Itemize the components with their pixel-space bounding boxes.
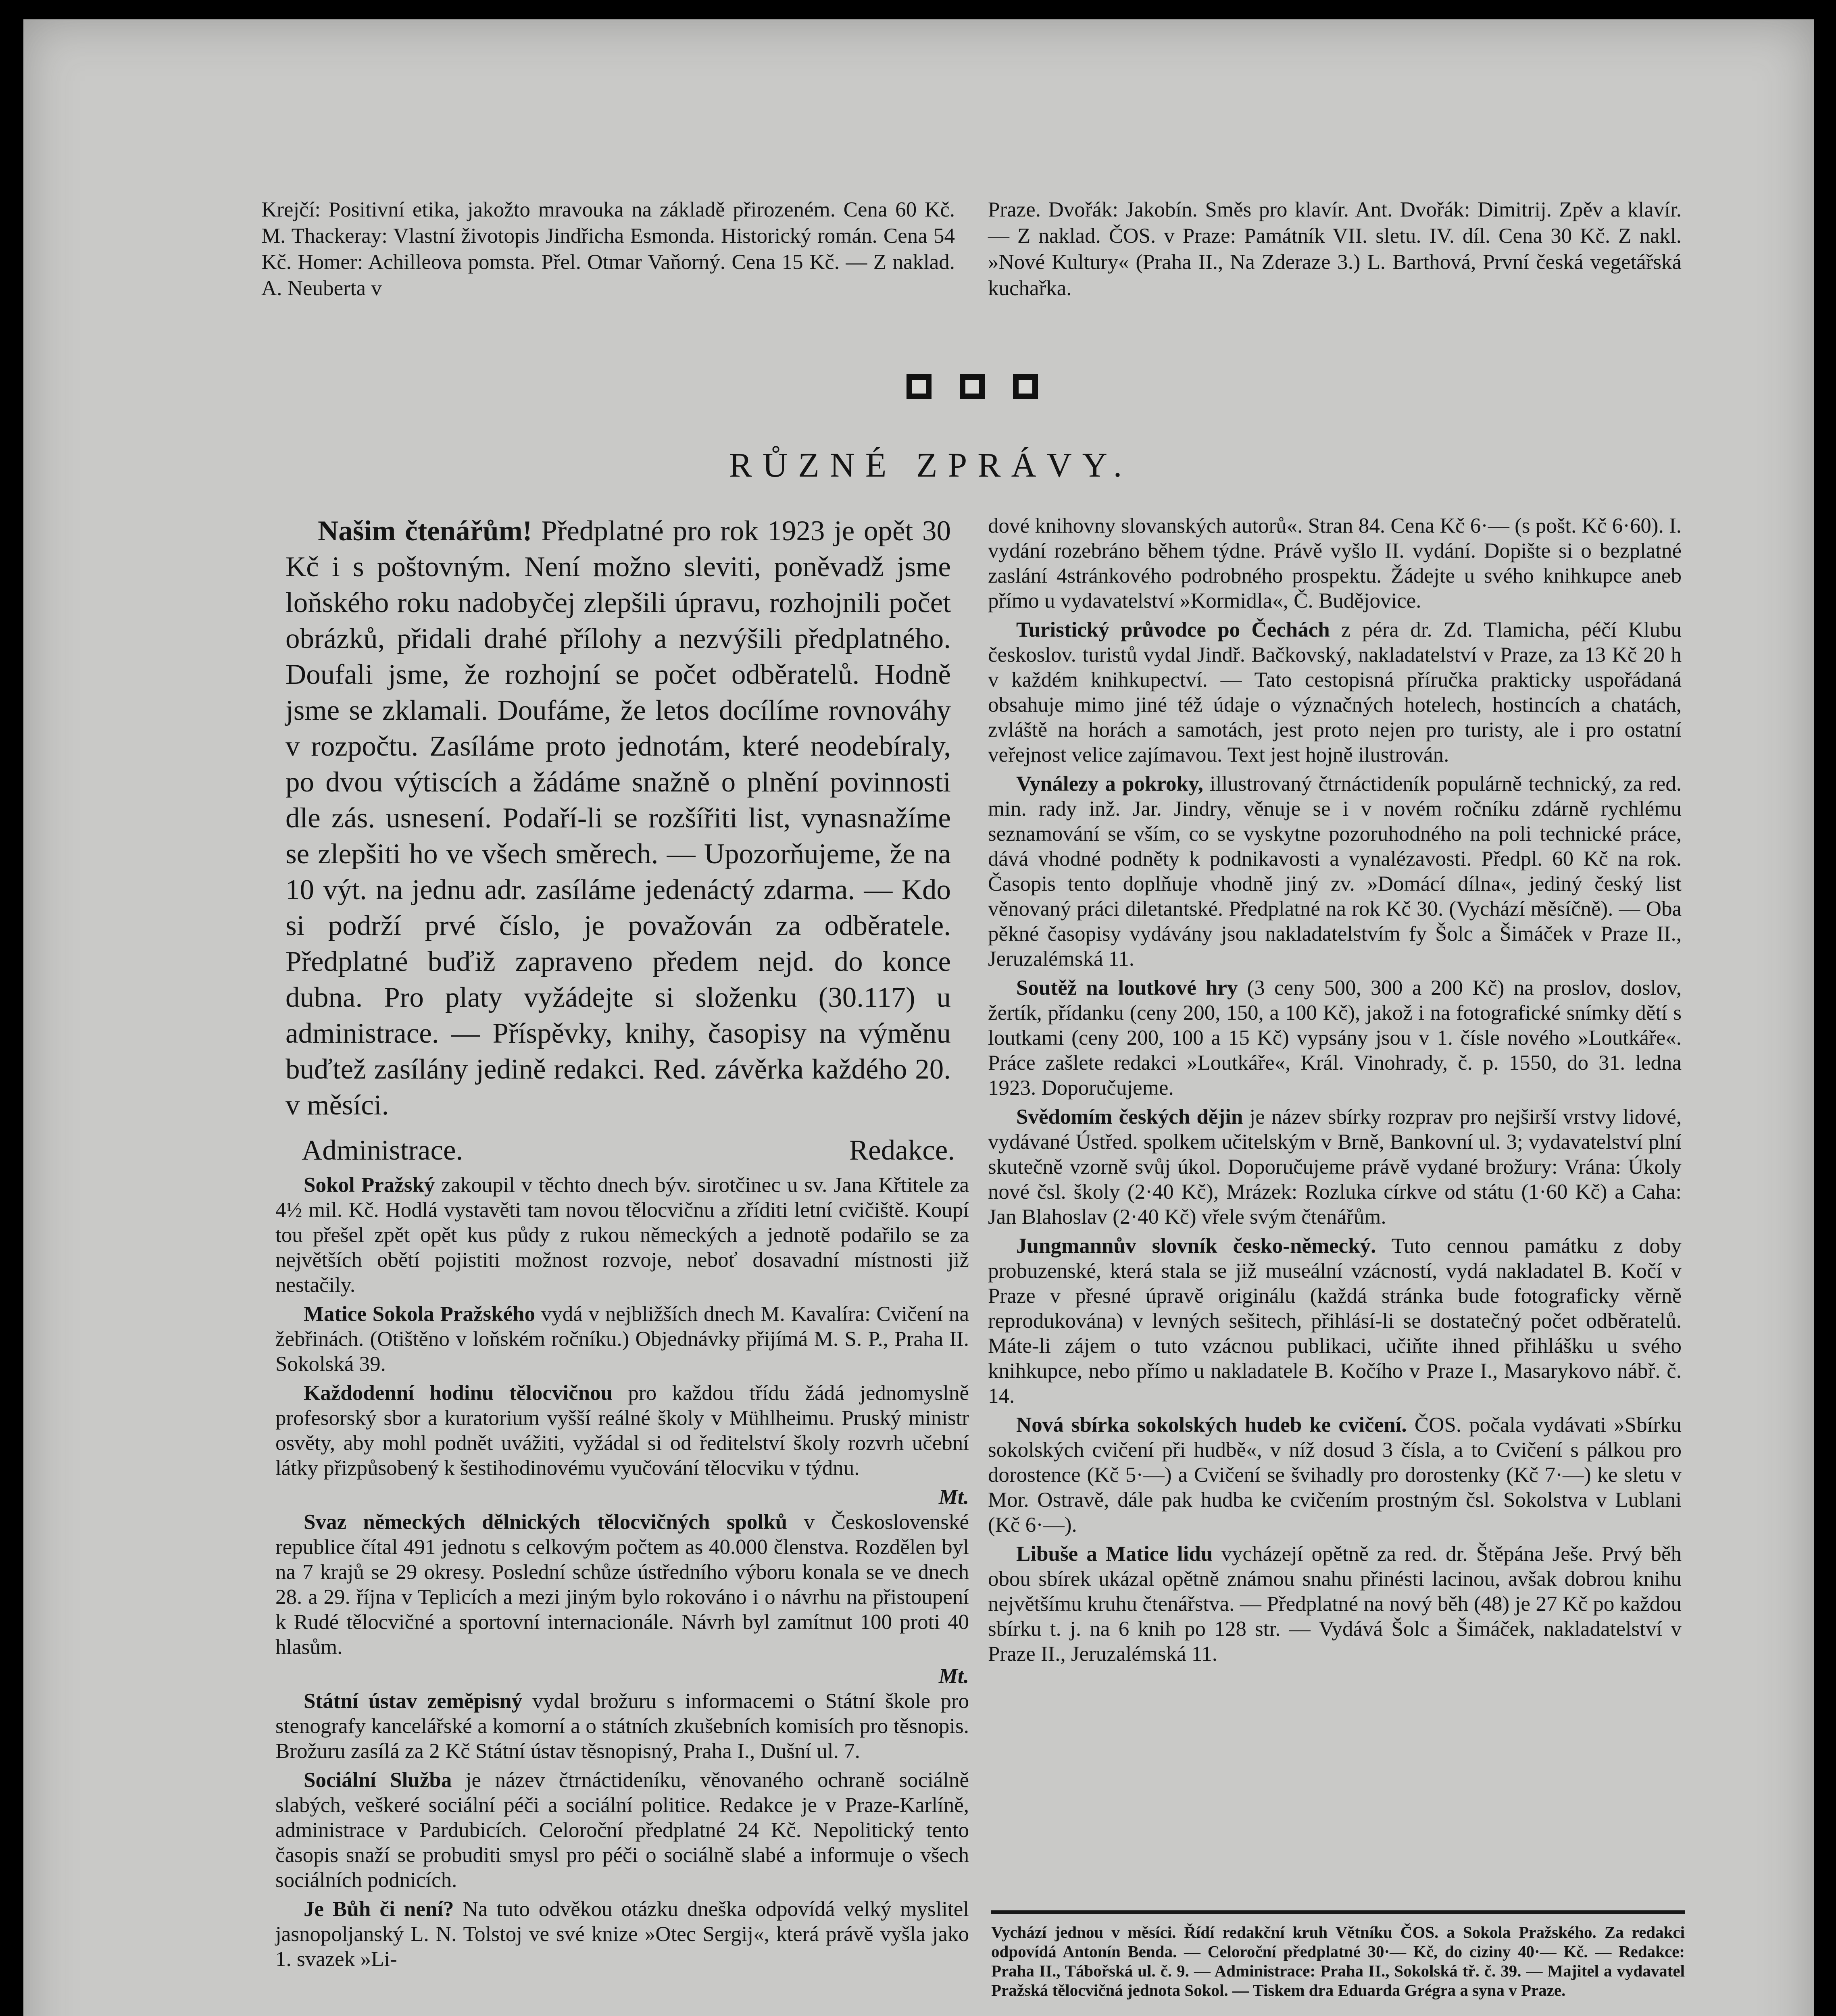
ornament-square-icon xyxy=(960,374,985,399)
news-item-continuation xyxy=(988,513,1682,613)
news-item-title: Svědomím českých dějin xyxy=(1016,1105,1243,1129)
ornament-square-icon xyxy=(907,374,932,399)
news-item-title: Sociální Služba xyxy=(304,1768,452,1792)
news-item xyxy=(275,1302,969,1377)
news-item-text: v Československé republice čítal 491 jednotu s celkovým počtem as 40.000 členstva. Rozdělen byl na 7 krajů se 29 okresy. Poslední schůze ústředního výboru konala se ve dnech 28. a 29. října v Teplicích a mezi jiným bylo rokováno i o návrhu na přistoupení k Rudé tělocvičné a sportovní internacionále. Návrh byl zamítnut 100 proti 40 hlasům. xyxy=(275,1510,969,1659)
news-item-title: Libuše a Matice lidu xyxy=(1016,1542,1213,1566)
news-item-text: vycházejí opětně za red. dr. Štěpána Ješe. Prvý běh obou sbírek ukázal opětně známou snahu přinésti lacinou, avšak dobrou knihu největšímu kruhu čtenářstva. — Předplatné na nový běh (48) je 27 Kč po každou sbírku t. j. na 6 knih po 128 str. — Vydává Šolc a Šimáček, nakladatelství v Praze II., Jeruzalémská 11. xyxy=(988,1542,1682,1666)
notice-signatures xyxy=(302,1134,955,1167)
news-item xyxy=(988,1104,1682,1229)
news-item xyxy=(988,771,1682,971)
news-item xyxy=(988,1412,1682,1537)
news-item-signature: Mt. xyxy=(938,1664,969,1688)
news-item-title: Turistický průvodce po Čechách xyxy=(1016,618,1330,641)
news-item xyxy=(988,1541,1682,1666)
news-item-text: vydá v nejbližších dnech M. Kavalíra: Cvičení na žebřinách. (Otištěno v loňském ročníku.) Objednávky přijímá M. S. P., Praha II. Sokolská 39. xyxy=(275,1302,969,1376)
notice-heading: Našim čtenářům! xyxy=(318,515,532,547)
page xyxy=(23,19,1814,2016)
notice-text: Předplatné pro rok 1923 je opět 30 Kč i s poštovným. Není možno sleviti, poněvadž jsme loňského roku nadobyčej zlepšili úpravu, rozhojnili počet obrázků, přidali drahé přílohy a nezvýšili předplatného. Doufali jsme, že rozhojní se počet odběratelů. Hodně jsme se zklamali. Doufáme, že letos docílíme rovnováhy v rozpočtu. Zasíláme proto jednotám, které neodebíraly, po dvou výtiscích a žádáme snažně o plnění povinnosti dle zás. usnesení. Podaří-li se rozšířiti list, vynasnažíme se zlepšiti ho ve všech směrech. — Upozorňujeme, že na 10 výt. na jednu adr. zasíláme jedenáctý zdarma. — Kdo si podrží prvé číslo, je považován za odběratele. Předplatné buďiž zapraveno předem nejd. do konce dubna. Pro platy vyžádejte si složenku (30.117) u administrace. — Příspěvky, knihy, časopisy na výměnu buďtež zasílány jedině redakci. Red. závěrka každého 20. v měsíci. xyxy=(286,515,951,1121)
news-item-text: je název čtrnáctideníku, věnovaného ochraně sociálně slabých, veškeré sociální péči a sociální politice. Redakce je v Praze-Karlíně, administrace v Pardubicích. Celoroční předplatné 24 Kč. Nepolitický tento časopis snaží se probuditi smysl pro péči o sociálně slabé a informuje o všech sociálních podnicích. xyxy=(275,1768,969,1892)
news-item xyxy=(275,1510,969,1660)
news-item xyxy=(275,1897,969,1972)
news-item xyxy=(275,1689,969,1764)
news-item-text: illustrovaný čtrnáctideník populárně technický, za red. min. rady inž. Jar. Jindry, věnuje se i v novém ročníku zdárně rychlému seznamování se vším, co se vyskytne pozoruhodného na poli technické práce, dává vhodné podněty k podnikavosti a vynalézavosti. Předpl. 60 Kč na rok. Časopis tento doplňuje vhodně jiný zv. »Domácí dílna«, jediný český list věnovaný práci diletantské. Předplatné na rok Kč 30. (Vychází měsíčně). — Oba pěkné časopisy vydávány jsou nakladatelstvím fy Šolc a Šimáček v Praze II., Jeruzalémská 11. xyxy=(988,772,1682,971)
ornament-square-icon xyxy=(1013,374,1038,399)
book-list-left: Krejčí: Positivní etika, jakožto mravouka na základě přirozeném. Cena 60 Kč. M. Thackeray: Vlastní životopis Jindřicha Esmonda. Historický román. Cena 54 Kč. Homer: Achilleova pomsta. Přel. Otmar Vaňorný. Cena 15 Kč. — Z naklad. A. Neuberta v xyxy=(261,198,955,300)
news-item xyxy=(988,975,1682,1100)
top-right-column xyxy=(988,197,1682,306)
book-list-right: Praze. Dvořák: Jakobín. Směs pro klavír. Ant. Dvořák: Dimitrij. Zpěv a klavír. — Z naklad. ČOS. v Praze: Památník VII. sletu. IV. díl. Cena 30 Kč. Z nakl. »Nové Kultury« (Praha II., Na Zderaze 3.) L. Barthová, První česká vegetářská kuchařka. xyxy=(988,198,1682,300)
news-item-title: Soutěž na loutkové hry xyxy=(1016,976,1238,1000)
news-item xyxy=(988,1233,1682,1408)
signature-administration: Administrace. xyxy=(302,1135,463,1166)
news-item-title: Svaz německých dělnických tělocvičných spolků xyxy=(304,1510,788,1534)
news-item-text: z péra dr. Zd. Tlamicha, péčí Klubu českoslov. turistů vydal Jindř. Bačkovský, nakladatelství v Praze, za 13 Kč 20 h v každém knihkupectví. — Tato cestopisná příručka prakticky uspořádaná obsahuje mimo jiné též údaje o význačných hotelech, hostincích a chatách, zvláště na horách a samotách, jest proto nejen pro turisty, ale i pro ostatní veřejnost velice zajímavou. Text jest hojně ilustrován. xyxy=(988,618,1682,766)
news-item xyxy=(275,1173,969,1297)
news-item-title: Nová sbírka sokolských hudeb ke cvičení. xyxy=(1016,1413,1407,1437)
imprint-divider xyxy=(991,1910,1685,1914)
news-item-text: Tuto cennou památku z doby probuzenské, která stala se již museální vzácností, vydá nakladatel B. Kočí v Praze v přesné úpravě originálu (každá stránka bude fotograficky věrně reprodukována) v levných sešitech, přihlásí-li se dostatečný počet odběratelů. Máte-li zájem o tuto vzácnou publikaci, učiňte ihned přihlášku u svého knihkupce, nebo přímo u nakladatele B. Kočího v Praze I., Masarykovo nábř. č. 14. xyxy=(988,1234,1682,1408)
news-item-title: Státní ústav zeměpisný xyxy=(304,1689,523,1713)
section-ornament xyxy=(907,374,1038,399)
news-item-text: ČOS. počala vydávati »Sbírku sokolských cvičení při hudbě«, v níž dosud 3 čísla, a to Cvičení s pálkou pro dorostence (Kč 5·—) a Cvičení se švihadly pro dorostenky (Kč 7·—) ke sletu v Mor. Ostravě, dále pak hudba ke cvičením prostným čsl. Sokolstva v Lublani (Kč 6·—). xyxy=(988,1413,1682,1537)
news-item xyxy=(275,1381,969,1481)
news-item-text: je název sbírky rozprav pro nejširší vrstvy lidové, vydávané Ústřed. spolkem učitelským v Brně, Bankovní ul. 3; vydavatelství plní skutečně vzorně svůj úkol. Doporučujeme právě vydané brožury: Vrána: Úkoly nové čsl. školy (2·40 Kč), Mrázek: Rozluka církve od státu (1·60 Kč) a Caha: Jan Blahoslav (2·40 Kč) vřele svým čtenářům. xyxy=(988,1105,1682,1229)
top-left-column xyxy=(261,197,955,306)
right-news-column xyxy=(988,513,1682,1670)
news-item-title: Jungmannův slovník česko-německý. xyxy=(1016,1234,1376,1258)
news-item-text: vydal brožuru s informacemi o Státní škole pro stenografy kancelářské a komorní a o státních zkušebních komisích pro těsnopis. Brožuru zasílá za 2 Kč Státní ústav těsnopisný, Praha I., Dušní ul. 7. xyxy=(275,1689,969,1763)
news-item xyxy=(988,617,1682,767)
news-item-text: Na tuto odvěkou otázku dneška odpovídá velký myslitel jasnopoljanský L. N. Tolstoj ve své knize »Otec Sergij«, která právě vyšla jako 1. svazek »Li- xyxy=(275,1897,969,1971)
left-news-column xyxy=(275,1173,969,1976)
news-item-text: pro každou třídu žádá jednomyslně profesorský sbor a kuratorium vyšší reálné školy v Mühlheimu. Pruský ministr osvěty, aby mohl podnět uvážiti, vyžádal si od ředitelství školy rozvrh učební látky přizpůsobený k šestihodinovému vyučování tělocviku v týdnu. xyxy=(275,1381,969,1480)
news-item-title: Je Bůh či není? xyxy=(304,1897,454,1921)
news-item-text: zakoupil v těchto dnech býv. sirotčinec u sv. Jana Křtitele za 4½ mil. Kč. Hodlá vystavěti tam novou tělocvičnu a zříditi letní cvičiště. Koupí tou přešel zpět opět kus půdy z rukou německých a jednotě podařilo se za největších obětí pojistiti možnost rozvoje, neboť dosavadní místnosti již nestačily. xyxy=(275,1173,969,1297)
news-item-title: Každodenní hodinu tělocvičnou xyxy=(304,1381,613,1405)
news-item-title: Vynálezy a pokroky, xyxy=(1016,772,1203,796)
news-item-text: dové knihovny slovanských autorů«. Stran 84. Cena Kč 6·— (s pošt. Kč 6·60). I. vydání rozebráno během týdne. Právě vyšlo II. vydání. Dopište si o bezplatné zaslání 4stránkového podrobného prospektu. Žádejte u svého knihkupce aneb přímo u vydavatelství »Kormidla«, Č. Budějovice. xyxy=(988,514,1682,612)
news-item-title: Sokol Pražský xyxy=(304,1173,435,1197)
news-item-title: Matice Sokola Pražského xyxy=(304,1302,536,1326)
section-title: RŮZNÉ ZPRÁVY. xyxy=(729,446,1133,484)
signature-editors: Redakce. xyxy=(849,1135,955,1166)
news-item xyxy=(275,1768,969,1893)
news-item-signature: Mt. xyxy=(938,1485,969,1509)
imprint: Vychází jednou v měsíci. Řídí redakční kruh Větníku ČOS. a Sokola Pražského. Za redakci odpovídá Antonín Benda. — Celoroční předplatné 30·— Kč, do ciziny 40·— Kč. — Redakce: Praha II., Tábořská ul. č. 9. — Administrace: Praha II., Sokolská tř. č. 39. — Majitel a vydavatel Pražská tělocvičná jednota Sokol. — Tiskem dra Eduarda Grégra a syna v Praze. xyxy=(991,1923,1685,1999)
news-item-text: (3 ceny 500, 300 a 200 Kč) na proslov, doslov, žertík, přídanku (ceny 200, 150, a 100 Kč), jakož i na fotografické snímky dětí s loutkami (ceny 200, 100 a 15 Kč) vypsány jsou v 1. čísle nového »Loutkáře«. Práce zašlete redakci »Loutkáře«, Král. Vinohrady, č. p. 1550, do 31. ledna 1923. Doporučujeme. xyxy=(988,976,1682,1100)
readers-notice xyxy=(286,513,951,1123)
